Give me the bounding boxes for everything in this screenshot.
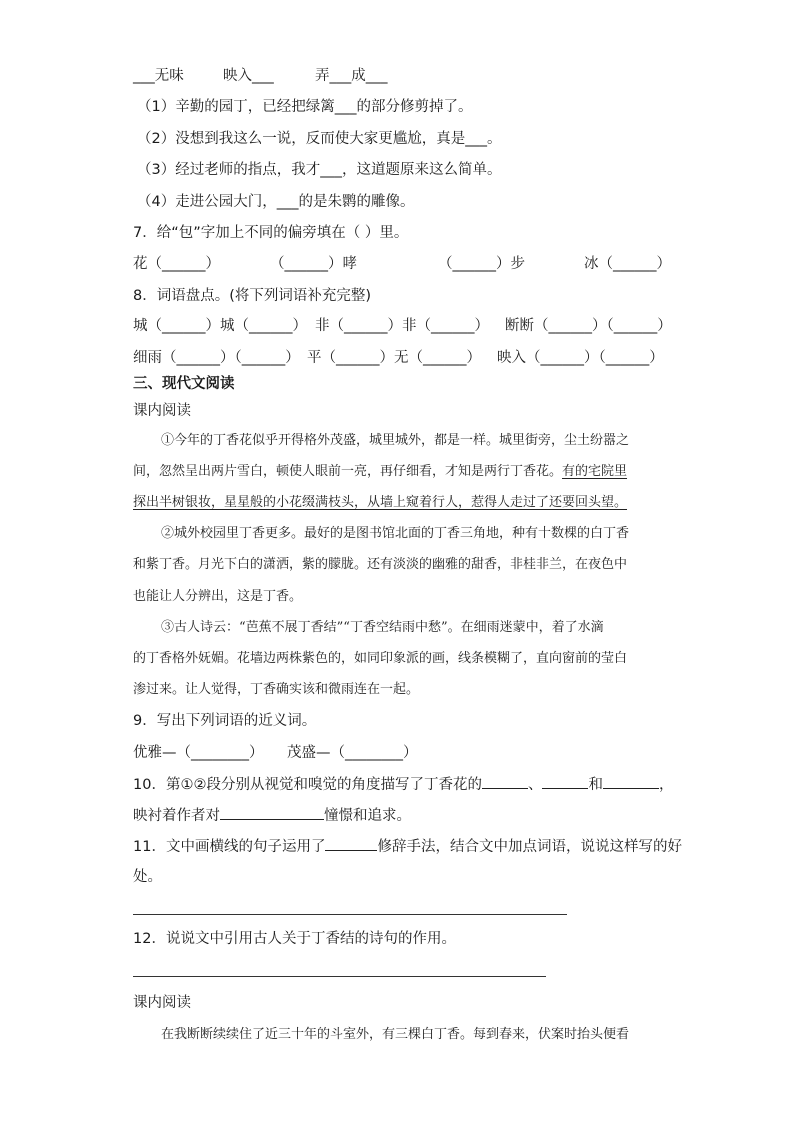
q12-title: 12．说说文中引用古人关于丁香结的诗句的作用。 — [133, 931, 456, 947]
underlined-sentence: 探出半树银妆，星星般的小花缀满枝头，从墙上窥着行人，惹得人走过了还要回头望。 — [133, 495, 628, 510]
q9-blank-1[interactable]: 优雅—（________） — [133, 745, 264, 761]
q11-line-2: 处。 — [133, 869, 162, 885]
passage-p2-line-3: 也能让人分辨出，这是丁香。 — [133, 589, 303, 604]
subsection-label: 课内阅读 — [133, 403, 191, 419]
q9-blank-2[interactable]: 茂盛—（________） — [287, 745, 418, 761]
q8-row1-blank-1[interactable]: 城（______）城（______） — [133, 318, 307, 334]
q6-sentence-3: （3）经过老师的指点，我才___，这道题原来这么简单。 — [137, 162, 502, 178]
q6-word-2: 映入___ — [223, 68, 274, 84]
q12-answer-line[interactable] — [133, 976, 546, 977]
passage-p1-line-2 — [133, 462, 627, 482]
q6-word-3: 弄___成___ — [315, 68, 388, 84]
underlined-sentence-start: 有的宅院里 — [562, 464, 628, 479]
q8-row2-blank-3[interactable]: 映入（______）（______） — [497, 350, 664, 366]
q10-sep-2: 和 — [588, 777, 603, 793]
q8-title: 8．词语盘点。(将下列词语补充完整) — [133, 288, 372, 304]
passage-p3-line-2: 的丁香格外妩媚。花墙边两株紫色的，如同印象派的画，线条模糊了，直向窗前的莹白 — [133, 651, 628, 666]
passage-p1-line-2-text: 间，忽然呈出两片雪白，顿使人眼前一亮，再仔细看，才知是两行丁香花。 — [133, 464, 563, 479]
q10-text-3: 憧憬和追求。 — [324, 808, 411, 824]
q11-blank[interactable] — [325, 836, 377, 851]
q9-title: 9．写出下列词语的近义词。 — [133, 713, 317, 729]
q11-line-1 — [133, 836, 682, 857]
q8-row1-blank-3[interactable]: 断断（______）（______） — [505, 318, 672, 334]
q11-answer-line[interactable] — [133, 914, 567, 915]
passage-p3-line-1: ③古人诗云：“芭蕉不展丁香结”“丁香空结雨中愁”。在细雨迷蒙中，着了水滴 — [161, 620, 604, 635]
passage-p2-line-1: ②城外校园里丁香更多。最好的是图书馆北面的丁香三角地，种有十数棵的白丁香 — [161, 526, 630, 541]
q11-text-2: 修辞手法，结合文中加点词语，说说这样写的好 — [377, 839, 682, 855]
q6-word-1: ___无味 — [133, 68, 184, 84]
q10-text-2: 映衬着作者对 — [133, 808, 220, 824]
q7-blank-3[interactable]: （______）步 — [438, 256, 525, 272]
passage-p3-line-3: 渗过来。让人觉得，丁香确实该和微雨连在一起。 — [133, 682, 420, 697]
q6-sentence-1: （1）辛勤的园丁，已经把绿篱___的部分修剪掉了。 — [137, 99, 473, 115]
q10-blank-3[interactable] — [603, 774, 659, 789]
q8-row2-blank-2[interactable]: 平（______）无（______） — [307, 350, 481, 366]
q6-sentence-4: （4）走进公园大门，___的是朱鹮的雕像。 — [137, 194, 415, 210]
q11-text: 11．文中画横线的句子运用了 — [133, 839, 326, 855]
q10-blank-4[interactable] — [220, 805, 324, 820]
passage-p1-line-1: ①今年的丁香花似乎开得格外茂盛，城里城外，都是一样。城里街旁，尘土纷嚣之 — [161, 433, 630, 448]
q10-text: 10．第①②段分别从视觉和嗅觉的角度描写了丁香花的 — [133, 777, 482, 793]
passage2-line-1: 在我断断续续住了近三十年的斗室外，有三棵白丁香。每到春来，伏案时抬头便看 — [161, 1027, 630, 1042]
q7-blank-4[interactable]: 冰（______） — [584, 256, 671, 272]
q10-blank-2[interactable] — [542, 774, 588, 789]
subsection-label-2: 课内阅读 — [133, 995, 191, 1011]
q8-row1-blank-2[interactable]: 非（______）非（______） — [315, 318, 489, 334]
q10-end: ， — [658, 777, 674, 793]
q10-line-2 — [133, 805, 411, 826]
q7-title: 7．给“包”字加上不同的偏旁填在（ ）里。 — [133, 225, 409, 241]
q6-sentence-2: （2）没想到我这么一说，反而使大家更尴尬，真是___。 — [137, 131, 502, 147]
q7-blank-1[interactable]: 花（______） — [133, 256, 220, 272]
q10-blank-1[interactable] — [482, 774, 528, 789]
q10-sep-1: 、 — [527, 777, 543, 793]
passage-p2-line-2: 和紫丁香。月光下白的潇洒，紫的朦胧。还有淡淡的幽雅的甜香，非桂非兰，在夜色中 — [133, 557, 628, 572]
q7-blank-2[interactable]: （______）哮 — [270, 256, 357, 272]
q10-line-1 — [133, 774, 673, 795]
q8-row2-blank-1[interactable]: 细雨（______）（______） — [133, 350, 300, 366]
section-title: 三、现代文阅读 — [133, 376, 235, 392]
